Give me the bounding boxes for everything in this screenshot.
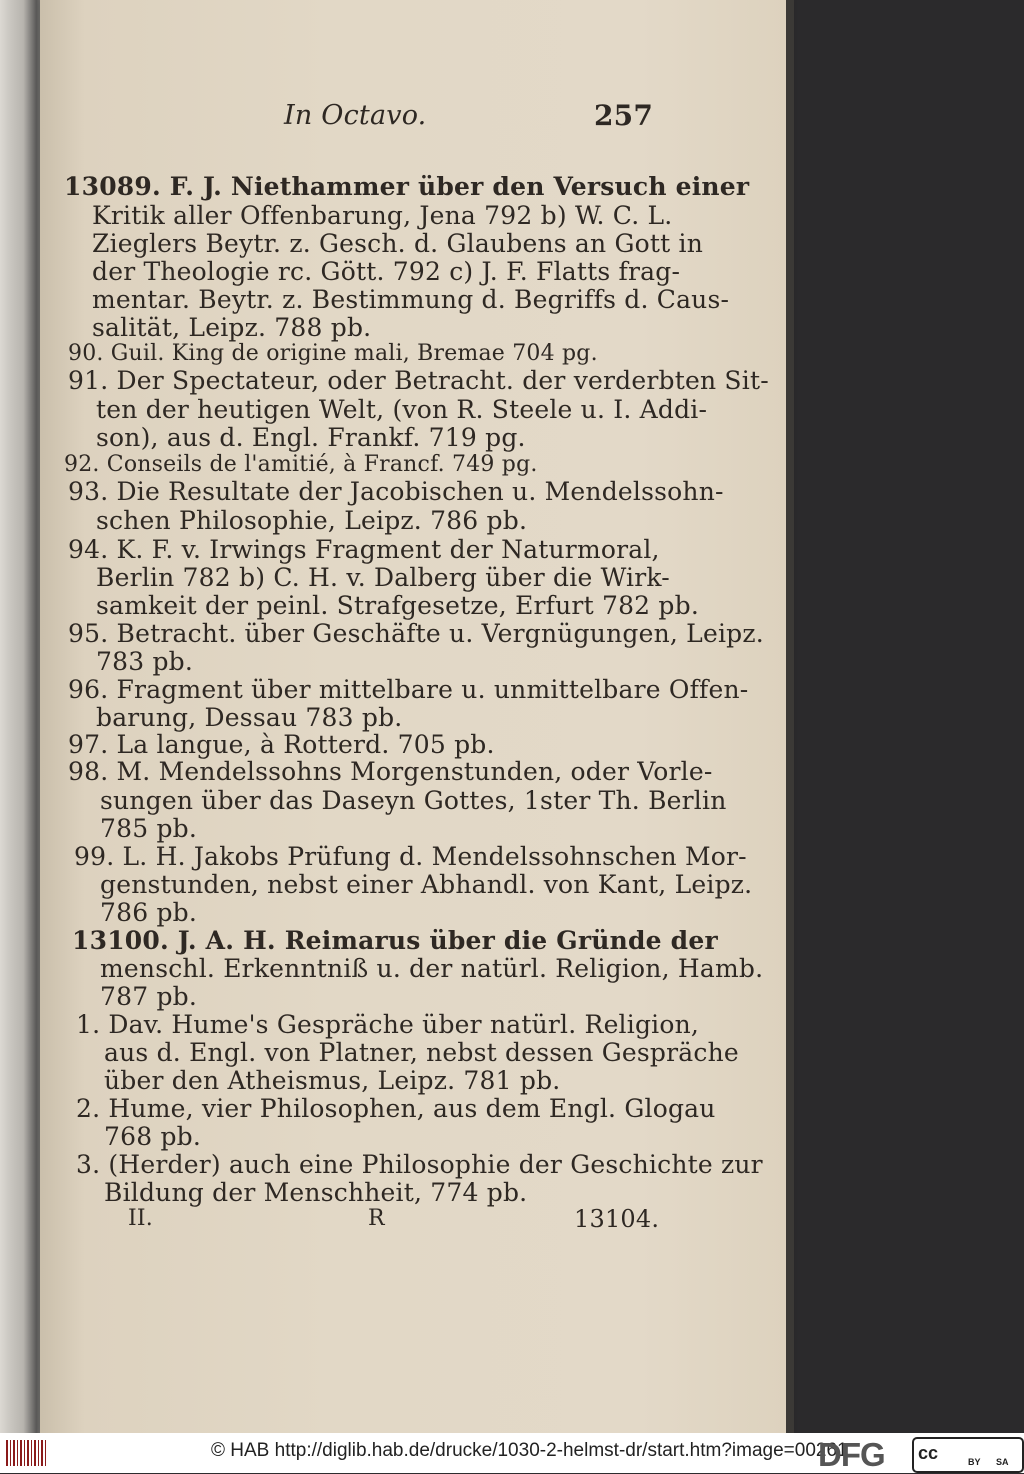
cc-license-badge[interactable]: [912, 1437, 1024, 1473]
entry-line: 93. Die Resultate der Jacobischen u. Mendelssohn-: [68, 477, 724, 506]
entry-line: menschl. Erkenntniß u. der natürl. Religion, Hamb.: [100, 954, 764, 983]
entry-line: 786 pb.: [100, 898, 198, 927]
running-header: In Octavo.: [284, 100, 427, 131]
entry-line: 768 pb.: [104, 1122, 202, 1151]
entry-line: 13089. F. J. Niethammer über den Versuch einer: [64, 172, 750, 201]
entry-line: über den Atheismus, Leipz. 781 pb.: [104, 1066, 561, 1095]
entry-line: aus d. Engl. von Platner, nebst dessen Gespräche: [104, 1038, 739, 1067]
catchword: 13104.: [574, 1205, 660, 1233]
entry-line: 99. L. H. Jakobs Prüfung d. Mendelssohnschen Mor-: [74, 842, 747, 871]
entry-line: sungen über das Daseyn Gottes, 1ster Th. Berlin: [100, 786, 727, 815]
entry-line: 91. Der Spectateur, oder Betracht. der verderbten Sit-: [68, 366, 769, 395]
entry-line: 97. La langue, à Rotterd. 705 pb.: [68, 730, 495, 759]
dfg-logo: DFG: [818, 1436, 885, 1473]
page-number: 257: [594, 99, 654, 132]
entry-line: genstunden, nebst einer Abhandl. von Kant, Leipz.: [100, 870, 753, 899]
entry-line: 98. M. Mendelssohns Morgenstunden, oder Vorle-: [68, 757, 713, 786]
library-barcode-icon: [6, 1440, 46, 1466]
entry-line: salität, Leipz. 788 pb.: [92, 313, 372, 342]
entry-line: son), aus d. Engl. Frankf. 719 pg.: [96, 423, 526, 452]
entry-line: schen Philosophie, Leipz. 786 pb.: [96, 506, 528, 535]
entry-line: Berlin 782 b) C. H. v. Dalberg über die Wirk-: [96, 563, 670, 592]
entry-line: Bildung der Menschheit, 774 pb.: [104, 1178, 528, 1207]
entry-line: ten der heutigen Welt, (von R. Steele u. I. Addi-: [96, 395, 708, 424]
entry-line: der Theologie rc. Gött. 792 c) J. F. Flatts frag-: [92, 257, 681, 286]
entry-line: Kritik aller Offenbarung, Jena 792 b) W. C. L.: [92, 201, 673, 230]
sheet-signature: R: [368, 1206, 385, 1231]
entry-line: samkeit der peinl. Strafgesetze, Erfurt 782 pb.: [96, 591, 699, 620]
entry-line: mentar. Beytr. z. Bestimmung d. Begriffs d. Caus-: [92, 285, 730, 314]
sa-label: SA: [996, 1457, 1009, 1467]
cc-icon: cc: [918, 1443, 939, 1463]
entry-line: 96. Fragment über mittelbare u. unmittelbare Offen-: [68, 675, 749, 704]
entry-line: 1. Dav. Hume's Gespräche über natürl. Religion,: [76, 1010, 700, 1039]
entry-line: 3. (Herder) auch eine Philosophie der Geschichte zur: [76, 1150, 763, 1179]
entry-line: 92. Conseils de l'amitié, à Francf. 749 pg.: [64, 452, 538, 477]
volume-signature: II.: [128, 1206, 153, 1231]
entry-line: Zieglers Beytr. z. Gesch. d. Glaubens an Gott in: [92, 229, 704, 258]
copyright-credit-link[interactable]: © HAB http://diglib.hab.de/drucke/1030-2-helmst-dr/start.htm?image=00261: [211, 1440, 848, 1461]
entry-line: 94. K. F. v. Irwings Fragment der Naturmoral,: [68, 535, 660, 564]
entry-line: 785 pb.: [100, 814, 198, 843]
entry-line: 2. Hume, vier Philosophen, aus dem Engl. Glogau: [76, 1094, 716, 1123]
entry-line: barung, Dessau 783 pb.: [96, 703, 403, 732]
entry-line: 13100. J. A. H. Reimarus über die Gründe der: [72, 926, 718, 955]
entry-line: 787 pb.: [100, 982, 198, 1011]
entry-line: 783 pb.: [96, 647, 194, 676]
page-edge: [786, 0, 794, 1433]
entry-line: 95. Betracht. über Geschäfte u. Vergnügungen, Leipz.: [68, 619, 764, 648]
by-label: BY: [968, 1457, 981, 1467]
entry-line: 90. Guil. King de origine mali, Bremae 704 pg.: [68, 341, 598, 366]
